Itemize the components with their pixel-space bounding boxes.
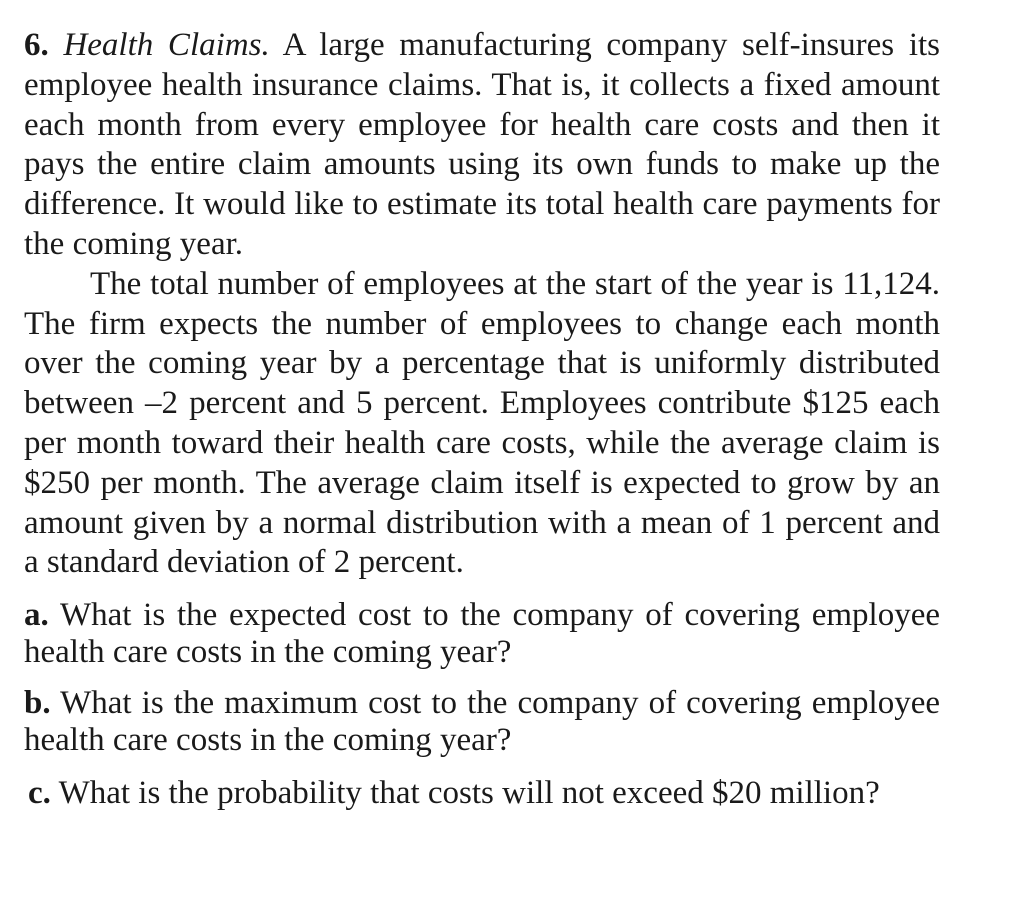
question-part-c (24, 775, 940, 812)
part-c-text: What is the probability that costs will not exceed $20 million? (58, 775, 880, 812)
part-a-letter: a. (24, 597, 49, 634)
part-b-letter: b. (24, 685, 51, 722)
question-part-a (24, 597, 940, 671)
problem-number: 6. (24, 27, 49, 63)
part-a-text: What is the expected cost to the company of covering employee health care costs in the coming year? (24, 597, 941, 671)
problem-details-paragraph (24, 265, 940, 583)
part-b-text: What is the maximum cost to the company of covering employee health care costs in the coming year? (24, 685, 940, 759)
part-c-letter: c. (28, 775, 51, 812)
problem-6 (24, 26, 940, 812)
question-part-b (24, 685, 940, 759)
problem-title: Health Claims. (63, 27, 270, 63)
problem-intro-paragraph (24, 26, 940, 265)
details-text: The total number of employees at the start of the year is 11,124. The firm expects the number of employees to change each month over the coming year by a percentage that is uniformly distributed between –2 percent and 5 percent. Employees contribute $125 each per month toward their health care costs, while the average claim is $250 per month. The average claim itself is expected to grow by an amount given by a normal distribution with a mean of 1 percent and a standard deviation of 2 percent. (24, 265, 940, 581)
intro-text: A large manufacturing company self-insures its employee health insurance claims. That is, it collects a fixed amount each month from every employee for health care costs and then it pays the entire claim amounts using its own funds to make up the difference. It would like to estimate its total health care payments for the coming year. (24, 27, 940, 262)
